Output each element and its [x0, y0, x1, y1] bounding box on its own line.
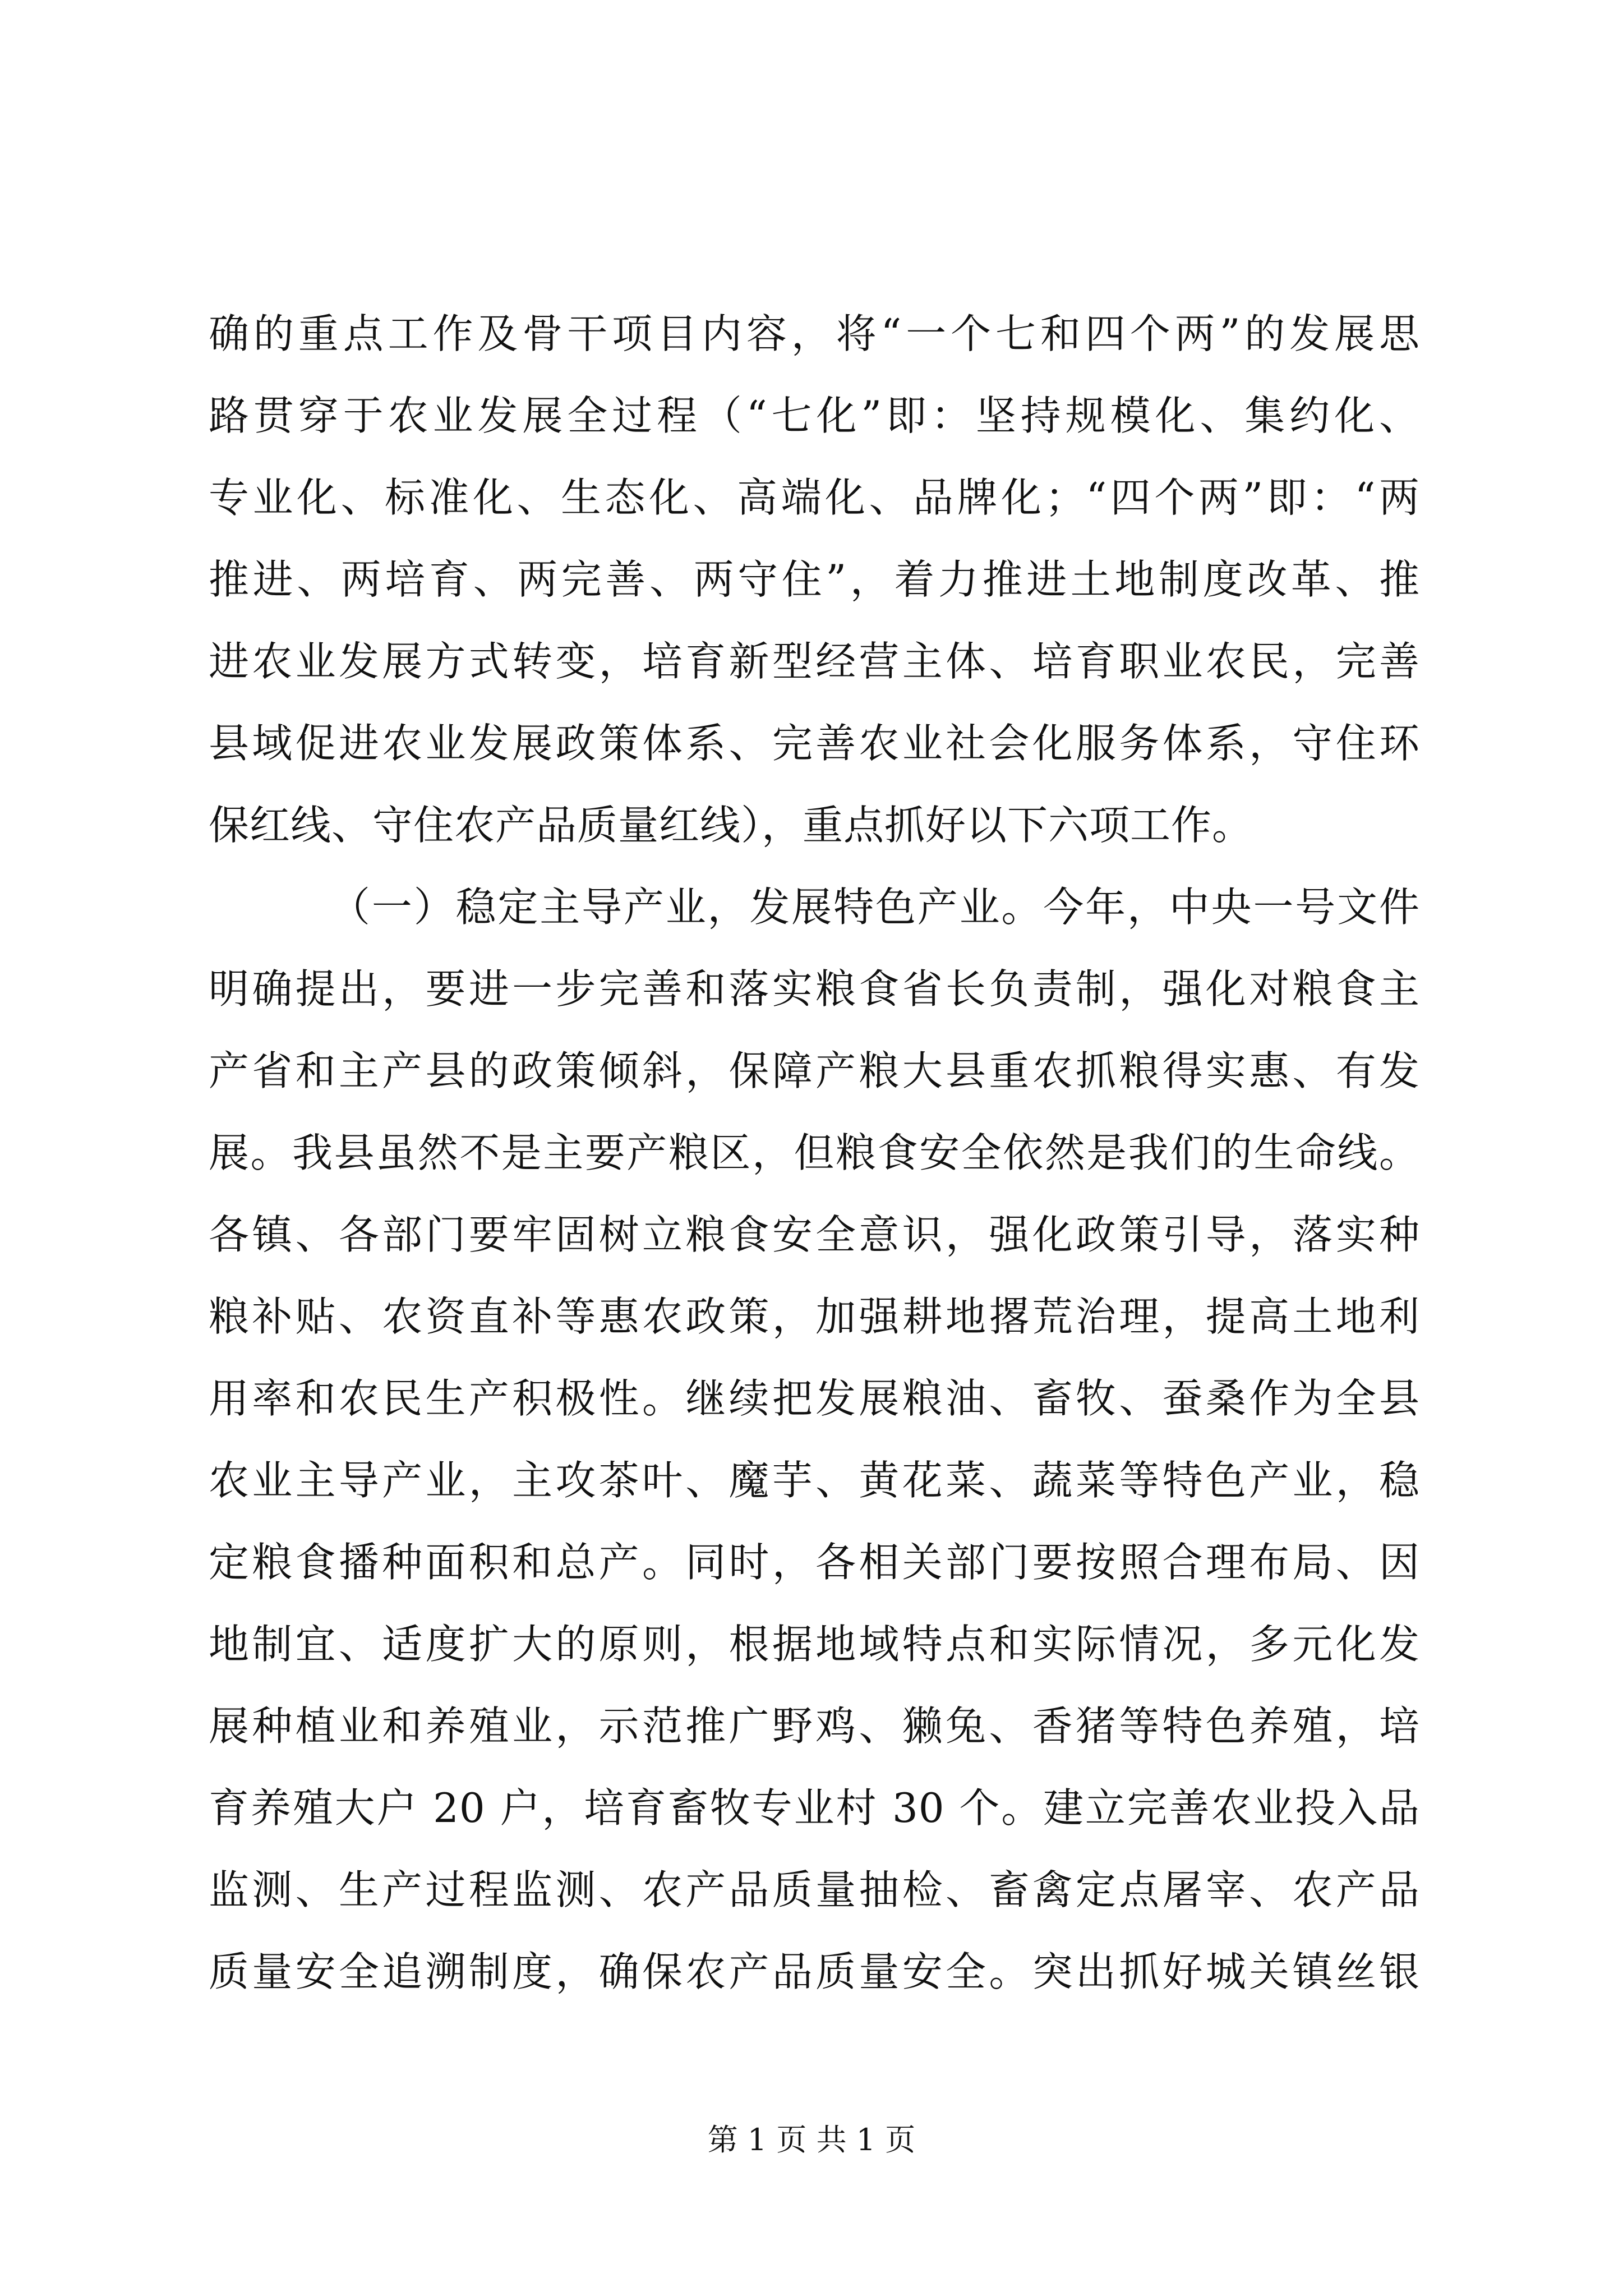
page-number-footer: 第 1 页 共 1 页 [707, 2122, 916, 2157]
text-line: 各镇、各部门要牢固树立粮食安全意识，强化政策引导，落实种 [209, 1211, 1420, 1258]
body-text [209, 293, 1420, 2013]
text-line: 监测、生产过程监测、农产品质量抽检、畜禽定点屠宰、农产品 [209, 1866, 1420, 1913]
paragraph-2 [209, 866, 1420, 2013]
text-line: 产省和主产县的政策倾斜，保障产粮大县重农抓粮得实惠、有发 [209, 1047, 1420, 1094]
text-line: 保红线、守住农产品质量红线），重点抓好以下六项工作。 [209, 802, 1253, 849]
text-line: 明确提出，要进一步完善和落实粮食省长负责制，强化对粮食主 [209, 965, 1420, 1013]
text-line: （一）稳定主导产业，发展特色产业。今年，中央一号文件 [330, 884, 1420, 931]
text-line: 进农业发展方式转变，培育新型经营主体、培育职业农民，完善 [209, 638, 1420, 685]
text-line: 确的重点工作及骨干项目内容，将“一个七和四个两”的发展思 [209, 310, 1420, 357]
text-line: 县域促进农业发展政策体系、完善农业社会化服务体系，守住环 [209, 720, 1420, 767]
text-line: 粮补贴、农资直补等惠农政策，加强耕地撂荒治理，提高土地利 [209, 1293, 1420, 1340]
text-line: 用率和农民生产积极性。继续把发展粮油、畜牧、蚕桑作为全县 [209, 1375, 1420, 1422]
text-line: 质量安全追溯制度，确保农产品质量安全。突出抓好城关镇丝银 [209, 1948, 1420, 1995]
text-line: 地制宜、适度扩大的原则，根据地域特点和实际情况，多元化发 [209, 1621, 1420, 1668]
text-line: 路贯穿于农业发展全过程（“七化”即：坚持规模化、集约化、 [209, 392, 1420, 439]
text-line: 农业主导产业，主攻茶叶、魔芋、黄花菜、蔬菜等特色产业，稳 [209, 1457, 1420, 1504]
text-line: 育养殖大户 20 户，培育畜牧专业村 30 个。建立完善农业投入品 [209, 1784, 1420, 1832]
text-line: 定粮食播种面积和总产。同时，各相关部门要按照合理布局、因 [209, 1539, 1420, 1586]
text-line: 展种植业和养殖业，示范推广野鸡、獭兔、香猪等特色养殖，培 [209, 1703, 1420, 1750]
paragraph-1 [209, 293, 1420, 866]
text-line: 展。我县虽然不是主要产粮区，但粮食安全依然是我们的生命线。 [209, 1129, 1420, 1176]
text-line: 推进、两培育、两完善、两守住”，着力推进土地制度改革、推 [209, 556, 1420, 603]
text-line: 专业化、标准化、生态化、高端化、品牌化；“四个两”即：“两 [209, 474, 1420, 521]
